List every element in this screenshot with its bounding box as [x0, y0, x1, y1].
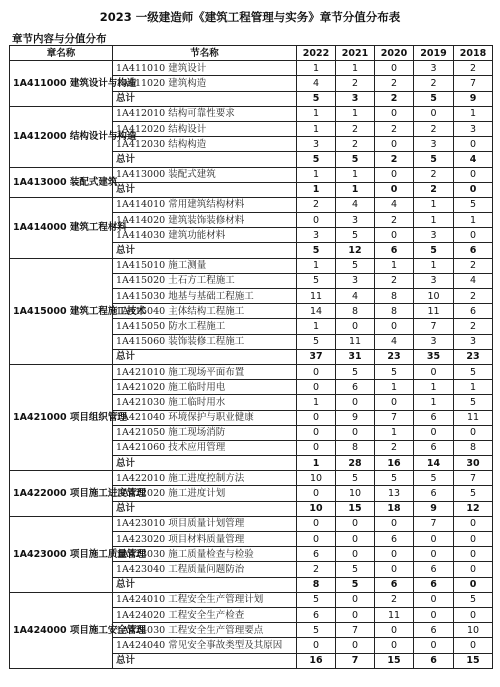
- score-cell: 0: [297, 380, 336, 395]
- header-section: 节名称: [113, 46, 297, 61]
- score-cell: 1: [297, 61, 336, 76]
- score-cell: 2: [297, 197, 336, 212]
- score-cell: 23: [454, 349, 493, 364]
- score-cell: 0: [375, 547, 414, 562]
- score-cell: 6: [414, 440, 454, 455]
- score-cell: 2: [375, 273, 414, 288]
- section-name: 1A423040 工程质量问题防治: [113, 562, 297, 577]
- table-row: [10, 364, 493, 379]
- score-cell: 15: [454, 653, 493, 668]
- score-cell: 0: [454, 607, 493, 622]
- score-cell: 2: [375, 592, 414, 607]
- section-name: 1A412020 结构设计: [113, 121, 297, 136]
- score-cell: 23: [375, 349, 414, 364]
- chapter-name: 1A424000 项目施工安全管理: [10, 592, 113, 668]
- score-cell: 4: [336, 197, 375, 212]
- score-cell: 0: [414, 106, 454, 121]
- score-cell: 5: [454, 197, 493, 212]
- score-cell: 10: [297, 501, 336, 516]
- score-cell: 7: [336, 623, 375, 638]
- score-cell: 4: [336, 289, 375, 304]
- score-cell: 2: [454, 319, 493, 334]
- score-cell: 6: [414, 562, 454, 577]
- score-cell: 0: [375, 319, 414, 334]
- page-title: 2023 一级建造师《建筑工程管理与实务》章节分值分布表: [99, 10, 401, 24]
- score-cell: 11: [336, 334, 375, 349]
- score-cell: 0: [297, 213, 336, 228]
- score-cell: 0: [375, 228, 414, 243]
- score-cell: 0: [454, 167, 493, 182]
- score-cell: 5: [454, 364, 493, 379]
- score-cell: 0: [297, 410, 336, 425]
- table-row: [10, 471, 493, 486]
- score-cell: 0: [375, 562, 414, 577]
- score-cell: 0: [454, 577, 493, 592]
- section-name: 1A411020 建筑构造: [113, 76, 297, 91]
- score-cell: 1: [414, 197, 454, 212]
- score-cell: 2: [454, 258, 493, 273]
- score-cell: 15: [336, 501, 375, 516]
- score-cell: 0: [375, 182, 414, 197]
- score-cell: 0: [454, 425, 493, 440]
- score-cell: 0: [297, 364, 336, 379]
- score-cell: 2: [454, 289, 493, 304]
- score-cell: 3: [414, 228, 454, 243]
- score-cell: 10: [297, 471, 336, 486]
- section-name: 1A412010 结构可靠性要求: [113, 106, 297, 121]
- score-cell: 5: [297, 91, 336, 106]
- score-cell: 6: [414, 623, 454, 638]
- score-cell: 6: [414, 653, 454, 668]
- section-name: 1A421030 施工临时用水: [113, 395, 297, 410]
- score-cell: 0: [414, 638, 454, 653]
- score-cell: 0: [414, 532, 454, 547]
- score-cell: 2: [414, 167, 454, 182]
- table-row: [10, 197, 493, 212]
- score-cell: 3: [454, 334, 493, 349]
- score-cell: 6: [414, 577, 454, 592]
- score-cell: 1: [454, 106, 493, 121]
- score-cell: 6: [454, 243, 493, 258]
- score-cell: 2: [375, 91, 414, 106]
- score-cell: 8: [336, 440, 375, 455]
- score-cell: 1: [414, 395, 454, 410]
- chapter-name: 1A412000 结构设计与构造: [10, 106, 113, 167]
- score-cell: 0: [297, 486, 336, 501]
- score-cell: 0: [414, 547, 454, 562]
- chapter-name: 1A415000 建筑工程施工技术: [10, 258, 113, 364]
- table-row: [10, 167, 493, 182]
- score-cell: 0: [336, 592, 375, 607]
- score-cell: 5: [297, 152, 336, 167]
- score-cell: 0: [414, 425, 454, 440]
- section-name: 1A413000 装配式建筑: [113, 167, 297, 182]
- score-cell: 1: [297, 106, 336, 121]
- score-cell: 8: [336, 304, 375, 319]
- total-label: 总计: [113, 501, 297, 516]
- score-cell: 9: [336, 410, 375, 425]
- score-cell: 2: [297, 562, 336, 577]
- header-year: 2021: [336, 46, 375, 61]
- score-cell: 1: [336, 167, 375, 182]
- table-row: [10, 592, 493, 607]
- score-cell: 5: [297, 273, 336, 288]
- section-name: 1A421010 施工现场平面布置: [113, 364, 297, 379]
- section-name: 1A422010 施工进度控制方法: [113, 471, 297, 486]
- score-cell: 14: [297, 304, 336, 319]
- score-cell: 1: [336, 61, 375, 76]
- score-cell: 7: [336, 653, 375, 668]
- score-cell: 8: [375, 289, 414, 304]
- section-name: 1A415040 主体结构工程施工: [113, 304, 297, 319]
- total-label: 总计: [113, 91, 297, 106]
- section-name: 1A414020 建筑装饰装修材料: [113, 213, 297, 228]
- score-cell: 3: [336, 91, 375, 106]
- section-name: 1A415060 装饰装修工程施工: [113, 334, 297, 349]
- score-cell: 2: [336, 121, 375, 136]
- section-name: 1A421050 施工现场消防: [113, 425, 297, 440]
- score-cell: 0: [336, 532, 375, 547]
- score-cell: 3: [454, 121, 493, 136]
- score-cell: 12: [454, 501, 493, 516]
- score-cell: 1: [375, 258, 414, 273]
- score-cell: 5: [454, 395, 493, 410]
- section-name: 1A423010 项目质量计划管理: [113, 516, 297, 531]
- score-cell: 0: [336, 607, 375, 622]
- score-cell: 0: [336, 319, 375, 334]
- score-cell: 7: [414, 516, 454, 531]
- score-cell: 1: [414, 213, 454, 228]
- section-name: 1A415030 地基与基础工程施工: [113, 289, 297, 304]
- table-row: [10, 516, 493, 531]
- section-name: 1A411010 建筑设计: [113, 61, 297, 76]
- score-cell: 35: [414, 349, 454, 364]
- score-cell: 3: [336, 213, 375, 228]
- score-cell: 2: [375, 152, 414, 167]
- section-name: 1A415010 施工测量: [113, 258, 297, 273]
- score-cell: 4: [454, 152, 493, 167]
- score-cell: 7: [454, 471, 493, 486]
- score-cell: 1: [297, 121, 336, 136]
- score-cell: 6: [375, 243, 414, 258]
- score-cell: 5: [336, 471, 375, 486]
- total-label: 总计: [113, 456, 297, 471]
- score-cell: 0: [297, 440, 336, 455]
- table-row: [10, 61, 493, 76]
- score-cell: 0: [454, 182, 493, 197]
- score-cell: 5: [375, 471, 414, 486]
- score-cell: 31: [336, 349, 375, 364]
- score-cell: 5: [336, 228, 375, 243]
- score-cell: 6: [414, 486, 454, 501]
- section-name: 1A424020 工程安全生产检查: [113, 607, 297, 622]
- score-cell: 11: [375, 607, 414, 622]
- chapter-name: 1A423000 项目施工质量管理: [10, 516, 113, 592]
- total-label: 总计: [113, 182, 297, 197]
- score-cell: 1: [297, 395, 336, 410]
- score-cell: 3: [414, 61, 454, 76]
- section-name: 1A415020 土石方工程施工: [113, 273, 297, 288]
- total-label: 总计: [113, 653, 297, 668]
- score-cell: 0: [375, 623, 414, 638]
- score-cell: 5: [454, 592, 493, 607]
- score-cell: 0: [336, 395, 375, 410]
- section-name: 1A424010 工程安全生产管理计划: [113, 592, 297, 607]
- score-cell: 5: [336, 562, 375, 577]
- score-cell: 0: [375, 516, 414, 531]
- score-cell: 2: [336, 137, 375, 152]
- score-cell: 0: [336, 425, 375, 440]
- score-cell: 11: [414, 304, 454, 319]
- section-name: 1A423030 施工质量检查与检验: [113, 547, 297, 562]
- score-cell: 0: [414, 592, 454, 607]
- score-cell: 0: [414, 364, 454, 379]
- score-cell: 0: [375, 61, 414, 76]
- score-cell: 0: [297, 638, 336, 653]
- score-cell: 6: [297, 547, 336, 562]
- score-cell: 8: [454, 440, 493, 455]
- score-cell: 0: [414, 607, 454, 622]
- score-cell: 1: [454, 213, 493, 228]
- score-cell: 0: [297, 532, 336, 547]
- score-cell: 16: [297, 653, 336, 668]
- header-year: 2018: [454, 46, 493, 61]
- score-cell: 2: [375, 440, 414, 455]
- score-cell: 1: [414, 258, 454, 273]
- score-cell: 2: [454, 61, 493, 76]
- score-cell: 1: [297, 456, 336, 471]
- score-cell: 1: [297, 167, 336, 182]
- score-cell: 0: [336, 516, 375, 531]
- score-cell: 5: [414, 471, 454, 486]
- score-cell: 0: [454, 547, 493, 562]
- score-cell: 6: [336, 380, 375, 395]
- score-cell: 0: [375, 106, 414, 121]
- score-cell: 0: [454, 532, 493, 547]
- score-cell: 5: [336, 577, 375, 592]
- score-cell: 5: [375, 364, 414, 379]
- score-cell: 0: [375, 638, 414, 653]
- score-cell: 1: [375, 380, 414, 395]
- score-cell: 14: [414, 456, 454, 471]
- section-name: 1A412030 结构构造: [113, 137, 297, 152]
- score-cell: 1: [336, 106, 375, 121]
- score-cell: 15: [375, 653, 414, 668]
- section-name: 1A424040 常见安全事故类型及其原因: [113, 638, 297, 653]
- chapter-name: 1A411000 建筑设计与构造: [10, 61, 113, 107]
- score-cell: 2: [375, 121, 414, 136]
- score-cell: 28: [336, 456, 375, 471]
- score-cell: 16: [375, 456, 414, 471]
- total-label: 总计: [113, 243, 297, 258]
- section-name: 1A424030 工程安全生产管理要点: [113, 623, 297, 638]
- score-cell: 1: [375, 425, 414, 440]
- score-cell: 1: [454, 380, 493, 395]
- score-cell: 3: [414, 137, 454, 152]
- score-cell: 0: [454, 562, 493, 577]
- section-name: 1A414030 建筑功能材料: [113, 228, 297, 243]
- header-chapter: 章名称: [10, 46, 113, 61]
- score-cell: 7: [414, 319, 454, 334]
- score-cell: 3: [297, 137, 336, 152]
- score-cell: 0: [454, 516, 493, 531]
- score-cell: 2: [414, 121, 454, 136]
- section-name: 1A421040 环境保护与职业健康: [113, 410, 297, 425]
- score-cell: 5: [414, 152, 454, 167]
- score-cell: 5: [297, 243, 336, 258]
- score-cell: 2: [375, 76, 414, 91]
- score-cell: 4: [297, 76, 336, 91]
- chapter-name: 1A414000 建筑工程材料: [10, 197, 113, 258]
- score-cell: 6: [297, 607, 336, 622]
- score-cell: 8: [297, 577, 336, 592]
- chapter-name: 1A413000 装配式建筑: [10, 167, 113, 197]
- score-cell: 5: [297, 623, 336, 638]
- total-label: 总计: [113, 577, 297, 592]
- score-cell: 5: [336, 152, 375, 167]
- score-cell: 0: [375, 167, 414, 182]
- table-body: [10, 61, 493, 669]
- score-cell: 6: [454, 304, 493, 319]
- table-row: [10, 258, 493, 273]
- score-cell: 0: [454, 638, 493, 653]
- score-cell: 9: [414, 501, 454, 516]
- score-cell: 0: [454, 137, 493, 152]
- score-cell: 2: [414, 76, 454, 91]
- chapter-name: 1A421000 项目组织管理: [10, 364, 113, 470]
- score-cell: 5: [297, 592, 336, 607]
- score-cell: 0: [297, 425, 336, 440]
- section-name: 1A422020 施工进度计划: [113, 486, 297, 501]
- score-cell: 0: [336, 638, 375, 653]
- score-cell: 18: [375, 501, 414, 516]
- score-cell: 0: [454, 228, 493, 243]
- score-cell: 37: [297, 349, 336, 364]
- score-cell: 2: [336, 76, 375, 91]
- score-cell: 4: [454, 273, 493, 288]
- score-cell: 0: [297, 516, 336, 531]
- score-cell: 5: [336, 364, 375, 379]
- score-cell: 3: [336, 273, 375, 288]
- score-cell: 0: [336, 547, 375, 562]
- section-name: 1A415050 防水工程施工: [113, 319, 297, 334]
- section-name: 1A421020 施工临时用电: [113, 380, 297, 395]
- score-cell: 7: [375, 410, 414, 425]
- chapter-name: 1A422000 项目施工进度管理: [10, 471, 113, 517]
- score-cell: 5: [297, 334, 336, 349]
- score-cell: 8: [375, 304, 414, 319]
- score-cell: 3: [297, 228, 336, 243]
- score-table: [9, 45, 493, 669]
- score-cell: 2: [375, 213, 414, 228]
- score-cell: 1: [297, 258, 336, 273]
- score-cell: 11: [297, 289, 336, 304]
- score-cell: 7: [454, 76, 493, 91]
- header-year: 2019: [414, 46, 454, 61]
- header-year: 2020: [375, 46, 414, 61]
- score-cell: 5: [454, 486, 493, 501]
- score-cell: 11: [454, 410, 493, 425]
- total-label: 总计: [113, 349, 297, 364]
- section-name: 1A423020 项目材料质量管理: [113, 532, 297, 547]
- score-cell: 3: [414, 273, 454, 288]
- score-cell: 1: [414, 380, 454, 395]
- score-cell: 1: [297, 182, 336, 197]
- score-cell: 0: [375, 137, 414, 152]
- score-cell: 6: [375, 532, 414, 547]
- header-row: [10, 46, 493, 61]
- score-cell: 1: [297, 319, 336, 334]
- score-cell: 10: [336, 486, 375, 501]
- score-cell: 5: [414, 243, 454, 258]
- score-cell: 10: [454, 623, 493, 638]
- score-cell: 9: [454, 91, 493, 106]
- score-cell: 5: [414, 91, 454, 106]
- score-cell: 3: [414, 334, 454, 349]
- score-cell: 1: [336, 182, 375, 197]
- score-cell: 13: [375, 486, 414, 501]
- score-cell: 12: [336, 243, 375, 258]
- score-cell: 0: [375, 395, 414, 410]
- section-name: 1A421060 技术应用管理: [113, 440, 297, 455]
- score-cell: 2: [414, 182, 454, 197]
- score-cell: 5: [336, 258, 375, 273]
- score-cell: 6: [375, 577, 414, 592]
- score-cell: 30: [454, 456, 493, 471]
- table-row: [10, 106, 493, 121]
- score-cell: 10: [414, 289, 454, 304]
- score-cell: 4: [375, 197, 414, 212]
- section-label: 章节内容与分值分布: [12, 33, 107, 45]
- score-cell: 6: [414, 410, 454, 425]
- section-name: 1A414010 常用建筑结构材料: [113, 197, 297, 212]
- total-label: 总计: [113, 152, 297, 167]
- header-year: 2022: [297, 46, 336, 61]
- score-cell: 4: [375, 334, 414, 349]
